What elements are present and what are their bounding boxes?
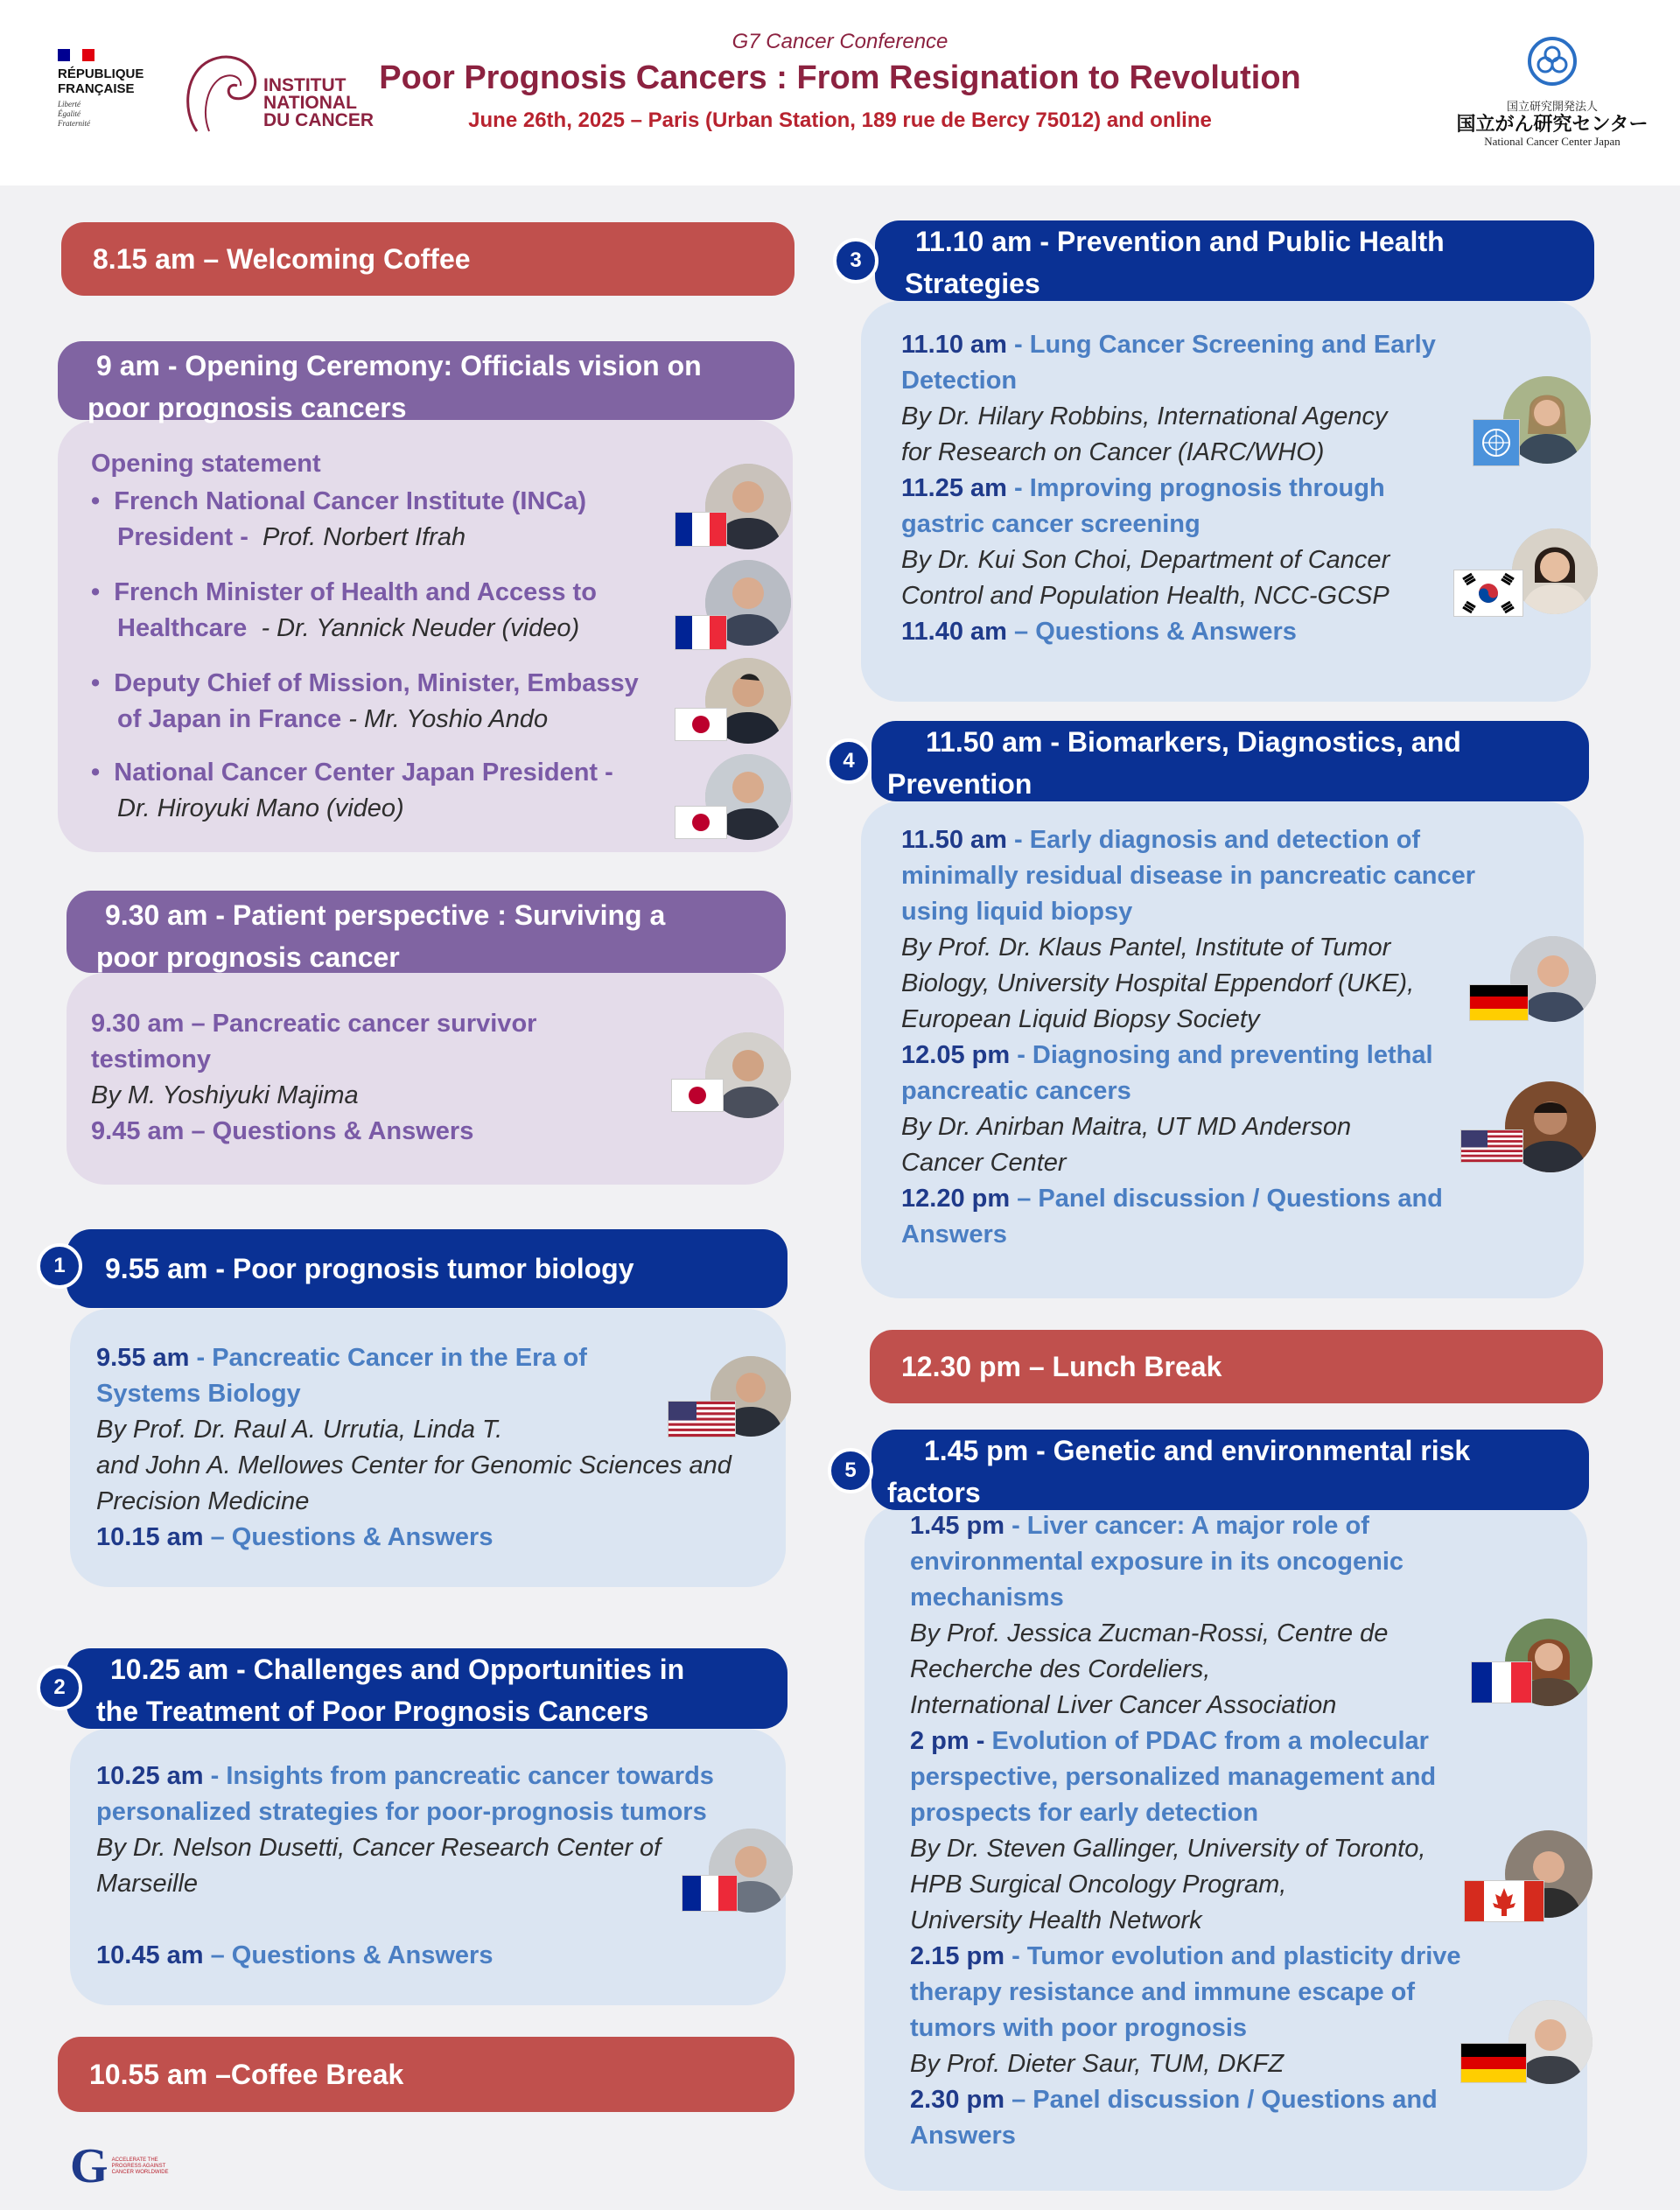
opening-statement-label: Opening statement [91, 450, 321, 478]
japan-flag-icon [672, 1080, 723, 1111]
usa-flag-icon [668, 1402, 735, 1437]
event-date-location: June 26th, 2025 – Paris (Urban Station, 189 rue de Bercy 75012) and online [468, 108, 1212, 132]
ncc-emblem-icon [1526, 35, 1578, 87]
session-2-number: 2 [37, 1665, 82, 1710]
canada-flag-icon [1465, 1881, 1544, 1921]
speaker-minister: • French Minister of Health and Access to Healthcare - Dr. Yannick Neuder (video) [91, 578, 597, 642]
ncc-japan-logo: 国立研究開発法人 国立がん研究センター National Cancer Center Japan [1456, 35, 1648, 149]
inca-logo: INSTITUT NATIONAL DU CANCER [179, 51, 354, 135]
usa-flag-icon [1461, 1130, 1522, 1162]
session-4-number: 4 [826, 738, 872, 784]
japan-flag-icon [676, 807, 726, 838]
france-flag-icon [676, 513, 726, 546]
welcoming-coffee-banner: 8.15 am – Welcoming Coffee [61, 222, 794, 296]
france-flag-icon [682, 1876, 737, 1911]
france-flag-icon [676, 616, 726, 649]
session-1-talk: 9.55 am - Pancreatic Cancer in the Era of Systems Biology By Prof. Dr. Raul A. Urrutia, Linda T. and John A. Mellowes Center for Genomic Sciences and Precision Medicine 10.15 am – Questions & Answers [96, 1344, 732, 1551]
page-title: Poor Prognosis Cancers : From Resignation to Revolution [379, 59, 1301, 96]
speaker-inca: • French National Cancer Institute (INCa) President - Prof. Norbert Ifrah [91, 487, 587, 551]
speaker-photo-choi [1512, 528, 1598, 614]
session-5-talks: 1.45 pm - Liver cancer: A major role of environmental exposure in its oncogenic mechanisms By Prof. Jessica Zucman-Rossi, Centre de Recherche des Cordeliers, International Liver Cancer Association 2 pm - Evolution of PDAC from a molecular perspective, personalized management and prospects for early detection By Dr. Steven Gallinger, University of Toronto, HPB Surgical Oncology Program, University Health Network 2.15 pm - Tumor evolution and plasticity drive therapy resistance and immune escape of tumors with poor prognosis By Prof. Dieter Saur, TUM, DKFZ 2.30 pm – Panel discussion / Questions and Answers [910, 1512, 1461, 2150]
germany-flag-icon [1461, 2044, 1526, 2082]
session-3-number: 3 [833, 238, 878, 283]
footer-logo: G ACCELERATE THE PROGRESS AGAINST CANCER WORLDWIDE [70, 2139, 169, 2193]
japan-flag-icon [676, 709, 726, 740]
session-5-number: 5 [828, 1448, 873, 1493]
speaker-ncc-president: • National Cancer Center Japan President - Dr. Hiroyuki Mano (video) [91, 759, 613, 822]
korea-flag-icon [1454, 570, 1522, 616]
opening-ceremony-header: 9 am - Opening Ceremony: Officials vision on poor prognosis cancers [58, 341, 794, 420]
republique-francaise-logo: RÉPUBLIQUE FRANÇAISE Liberté Égalité Fraternité [58, 49, 144, 129]
session-3-header: 11.10 am - Prevention and Public Health Strategies [875, 220, 1594, 301]
session-3-talks: 11.10 am - Lung Cancer Screening and Early Detection By Dr. Hilary Robbins, International Agency for Research on Cancer (IARC/WHO) 11.25 am - Improving prognosis through gastric cancer screening By Dr. Kui Son Choi, Department of Cancer Control and Population Health, NCC-GCSP 11.40 am – Questions & Answers [901, 331, 1436, 646]
page-header [0, 0, 1680, 185]
conference-name: G7 Cancer Conference [732, 30, 948, 53]
session-4-header: 11.50 am - Biomarkers, Diagnostics, and Prevention [872, 721, 1589, 801]
patient-perspective-header: 9.30 am - Patient perspective : Surviving a poor prognosis cancer [66, 891, 786, 973]
france-flag-icon [1472, 1662, 1531, 1703]
germany-flag-icon [1470, 985, 1528, 1020]
session-5-header: 1.45 pm - Genetic and environmental risk factors [872, 1430, 1589, 1510]
session-1-header: 9.55 am - Poor prognosis tumor biology [66, 1229, 788, 1308]
speaker-embassy: • Deputy Chief of Mission, Minister, Embassy of Japan in France - Mr. Yoshio Ando [91, 669, 639, 733]
un-emblem-icon [1474, 420, 1519, 465]
patient-testimony: 9.30 am – Pancreatic cancer survivor testimony By M. Yoshiyuki Majima 9.45 am – Questions & Answers [91, 1010, 537, 1145]
session-4-talks: 11.50 am - Early diagnosis and detection of minimally residual disease in pancreatic cancer using liquid biopsy By Prof. Dr. Klaus Pantel, Institute of Tumor Biology, University Hospital Eppendorf (UKE), European Liquid Biopsy Society 12.05 pm - Diagnosing and preventing lethal pancreatic cancers By Dr. Anirban Maitra, UT MD Anderson Cancer Center 12.20 pm – Panel discussion / Questions and Answers [901, 826, 1476, 1248]
lunch-break-banner: 12.30 pm – Lunch Break [870, 1330, 1603, 1403]
session-1-number: 1 [37, 1243, 82, 1289]
session-2-header: 10.25 am - Challenges and Opportunities in the Treatment of Poor Prognosis Cancers [66, 1648, 788, 1729]
coffee-break-banner: 10.55 am –Coffee Break [58, 2037, 794, 2112]
session-2-talk: 10.25 am - Insights from pancreatic cancer towards personalized strategies for poor-prognosis tumors By Dr. Nelson Dusetti, Cancer Research Center of Marseille 10.45 am – Questions & Answers [96, 1762, 714, 1969]
